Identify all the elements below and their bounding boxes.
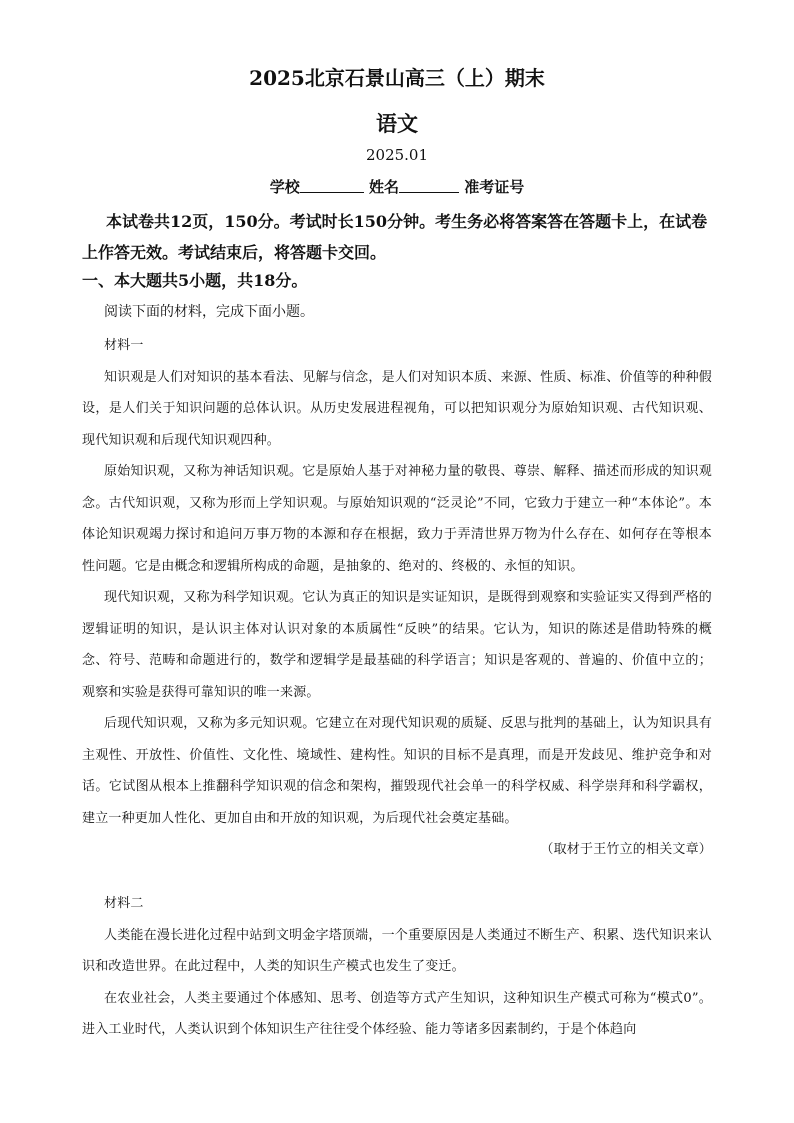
paragraph: 现代知识观，又称为科学知识观。它认为真正的知识是实证知识，是既得到观察和实验证实又得到严格的逻辑证明的知识，是认识主体对认识对象的本质属性“反映”的结果。它认为，知识的陈述是借助特殊的概念、符号、范畴和命题进行的，数学和逻辑学是最基础的科学语言；知识是客观的、普遍的、价值中立的；观察和实验是获得可靠知识的唯一来源。 — [82, 590, 712, 700]
paragraph: 人类能在漫长进化过程中站到文明金字塔顶端，一个重要原因是人类通过不断生产、积累、迭代知识来认识和改造世界。在此过程中，人类的知识生产模式也发生了变迁。 — [82, 927, 712, 974]
exam-instructions: 本试卷共12页，150分。考试时长150分钟。考生务必将答案答在答题卡上，在试卷上作答无效。考试结束后，将答题卡交回。 — [82, 212, 708, 262]
reading-prompt: 阅读下面的材料，完成下面小题。 — [104, 304, 314, 320]
paragraph: 后现代知识观，又称为多元知识观。它建立在对现代知识观的质疑、反思与批判的基础上，认为知识具有主观性、开放性、价值性、文化性、境域性、建构性。知识的目标不是真理，而是开发歧见、维护竞争和对话。它试图从根本上推翻科学知识观的信念和架构，摧毁现代社会单一的科学权威、科学崇拜和科学霸权，建立一种更加人性化、更加自由和开放的知识观，为后现代社会奠定基础。 — [82, 716, 712, 826]
paragraph: 原始知识观，又称为神话知识观。它是原始人基于对神秘力量的敬畏、尊崇、解释、描述而形成的知识观念。古代知识观，又称为形而上学知识观。与原始知识观的“泛灵论”不同，它致力于建立一种“本体论”。本体论知识观竭力探讨和追问万事万物的本源和存在根据，致力于弄清世界万物为什么存在、如何存在等根本性问题。它是由概念和逻辑所构成的命题，是抽象的、绝对的、终极的、永恒的知识。 — [82, 464, 712, 574]
material-label: 材料二 — [104, 896, 144, 911]
student-info-line — [0, 176, 794, 197]
section-heading: 一、本大题共5小题，共18分。 — [82, 271, 308, 290]
paragraph: 在农业社会，人类主要通过个体感知、思考、创造等方式产生知识，这种知识生产模式可称为“模式0”。进入工业时代，人类认识到个体知识生产往往受个体经验、能力等诸多因素制约，于是个体趋向 — [82, 990, 712, 1037]
exam-id-label: 准考证号 — [464, 178, 525, 196]
material-label: 材料一 — [104, 338, 144, 353]
exam-date: 2025.01 — [365, 146, 429, 164]
school-blank — [300, 178, 364, 193]
name-blank — [399, 178, 459, 193]
paragraph: 知识观是人们对知识的基本看法、见解与信念，是人们对知识本质、来源、性质、标准、价值等的种种假设，是人们关于知识问题的总体认识。从历史发展进程视角，可以把知识观分为原始知识观、古代知识观、现代知识观和后现代知识观四种。 — [82, 369, 712, 448]
name-label: 姓名 — [368, 178, 399, 196]
material-source: （取材于王竹立的相关文章） — [540, 842, 712, 857]
exam-title: 2025北京石景山高三（上）期末 — [249, 66, 545, 90]
material-two — [82, 888, 712, 1046]
school-label: 学校 — [269, 178, 300, 196]
material-one — [82, 330, 712, 866]
subject-title: 语文 — [376, 111, 418, 136]
